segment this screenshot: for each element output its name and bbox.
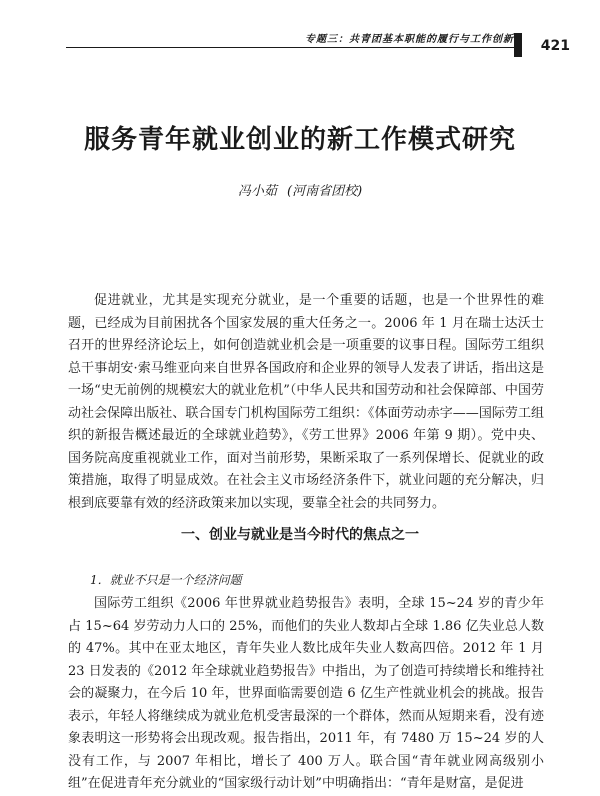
page-number: 421 xyxy=(540,38,570,54)
section-heading: 一、创业与就业是当今时代的焦点之一 xyxy=(181,527,419,543)
article-title: 服务青年就业创业的新工作模式研究 xyxy=(83,125,516,155)
header-rule xyxy=(66,47,514,48)
intro-paragraph: 促进就业，尤其是实现充分就业，是一个重要的话题，也是一个世界性的难题，已经成为目前困扰各个国家发展的重大任务之一。2006 年 1 月在瑞士达沃士召开的世界经济论坛上，如何创造就业机会是一项重要的议事日程。国际劳工组织总干事胡安·索马维亚向来自世界各国政府和企业界的领导人发表了讲话，指出这是一场“史无前例的规模宏大的就业危机”（中华人民共和国劳动和社会保障部、中国劳动社会保障出版社、联合国专门机构国际劳工组织：《体面劳动赤字——国际劳工组织的新报告概述最近的全球就业趋势》，《劳工世界》2006 年第 9 期）。党中央、国务院高度重视就业工作，面对当前形势，果断采取了一系列保增长、促就业的政策措施，取得了明显成效。在社会主义市场经济条件下，就业问题的充分解决，归根到底要靠有效的经济政策来加以实现，要靠全社会的共同努力。 xyxy=(68,293,544,511)
body-paragraph: 国际劳工组织《2006 年世界就业趋势报告》表明，全球 15~24 岁的青少年占 15~64 岁劳动力人口的 25%，而他们的失业人数却占全球 1.86 亿失业总人数的 47%。其中在亚太地区，青年失业人数比成年失业人数高四倍。2012 年 1 月 23 日发表的《2012 年全球就业趋势报告》中指出，为了创造可持续增长和维持社会的凝聚力，在今后 10 年，世界面临需要创造 6 亿生产性就业机会的挑战。报告表示，年轻人将继续成为就业危机受害最深的一个群体，然而从短期来看，没有迹象表明这一形势将会出现改观。报告指出，2011 年，有 7480 万 15~24 岁的人没有工作，与 2007 年相比，增长了 400 万人。联合国“青年就业网高级别小组”在促进青年充分就业的“国家级行动计划”中明确指出：“青年是财富，是促进 xyxy=(68,596,544,791)
author-name: 冯小茹 xyxy=(237,184,277,199)
subsection-heading: 1．就业不只是一个经济问题 xyxy=(90,573,242,587)
running-title: 专题三：共青团基本职能的履行与工作创新 xyxy=(305,34,514,45)
running-header xyxy=(0,30,600,58)
header-bar xyxy=(514,33,522,57)
byline xyxy=(0,180,600,199)
author-affiliation: (河南省团校) xyxy=(287,184,363,199)
